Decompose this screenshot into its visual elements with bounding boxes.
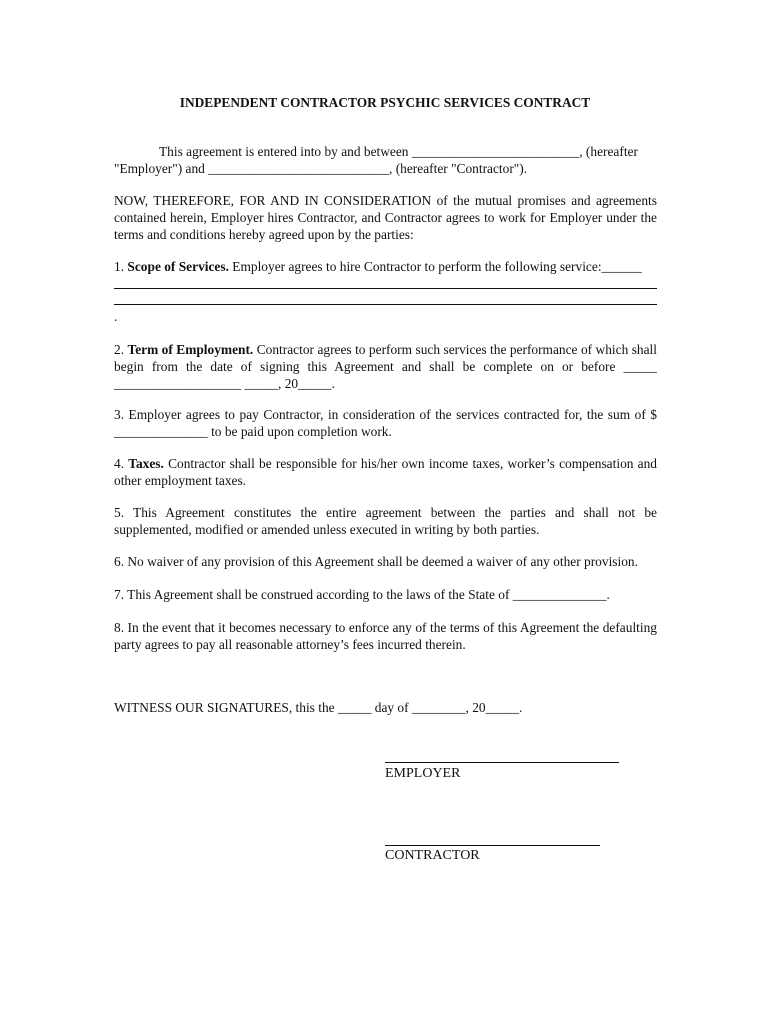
employer-signature-line bbox=[385, 762, 619, 763]
clause-2-heading: Term of Employment. bbox=[127, 342, 254, 357]
clause-4-text: Contractor shall be responsible for his/her own income taxes, worker’s compensation and other employment taxes. bbox=[114, 456, 657, 488]
contractor-signature-line bbox=[385, 845, 600, 846]
clause-2-term bbox=[114, 341, 657, 392]
contractor-label: CONTRACTOR bbox=[385, 848, 480, 863]
clause-3-payment: 3. Employer agrees to pay Contractor, in consideration of the services contracted for, the sum of $ ______________ to be paid upon completion work. bbox=[114, 407, 657, 439]
employer-label: EMPLOYER bbox=[385, 766, 461, 781]
clause-2-text: Contractor agrees to perform such services the performance of which shall begin from the date of signing this Agreement and shall be complete on or before _____ ___________________ _____, 20_____. bbox=[114, 342, 657, 391]
clause-1-text: Employer agrees to hire Contractor to perform the following service:______ bbox=[232, 259, 642, 274]
intro-line-2: "Employer") and ___________________________, (hereafter "Contractor"). bbox=[114, 161, 528, 176]
document-title: INDEPENDENT CONTRACTOR PSYCHIC SERVICES CONTRACT bbox=[179, 95, 591, 110]
intro-line-1: This agreement is entered into by and between _________________________, (hereafter bbox=[159, 144, 638, 159]
clause-4-number: 4. bbox=[114, 456, 125, 471]
clause-6-waiver: 6. No waiver of any provision of this Agreement shall be deemed a waiver of any other provision. bbox=[114, 554, 638, 569]
clause-4-heading: Taxes. bbox=[128, 456, 164, 471]
clause-4-taxes bbox=[114, 455, 657, 489]
scope-blank-line-2 bbox=[114, 304, 657, 305]
consideration-paragraph: NOW, THEREFORE, FOR AND IN CONSIDERATION of the mutual promises and agreements contained herein, Employer hires Contractor, and Contractor agrees to work for Employer under the terms and conditions hereby agreed upon by the parties: bbox=[114, 193, 657, 242]
intro-paragraph bbox=[114, 143, 657, 177]
clause-5-entire-agreement: 5. This Agreement constitutes the entire agreement between the parties and shall not be supplemented, modified or amended unless executed in writing by both parties. bbox=[114, 505, 657, 537]
clause-7-governing-law: 7. This Agreement shall be construed according to the laws of the State of ______________. bbox=[114, 587, 610, 602]
clause-1-number: 1. bbox=[114, 259, 125, 274]
clause-2-number: 2. bbox=[114, 342, 125, 357]
clause-1-end-period: . bbox=[114, 309, 118, 324]
clause-1-scope bbox=[114, 258, 657, 275]
clause-1-heading: Scope of Services. bbox=[127, 259, 229, 274]
witness-statement: WITNESS OUR SIGNATURES, this the _____ day of ________, 20_____. bbox=[114, 700, 523, 715]
clause-8-attorney-fees: 8. In the event that it becomes necessary to enforce any of the terms of this Agreement the defaulting party agrees to pay all reasonable attorney’s fees incurred therein. bbox=[114, 620, 657, 652]
scope-blank-line-1 bbox=[114, 288, 657, 289]
